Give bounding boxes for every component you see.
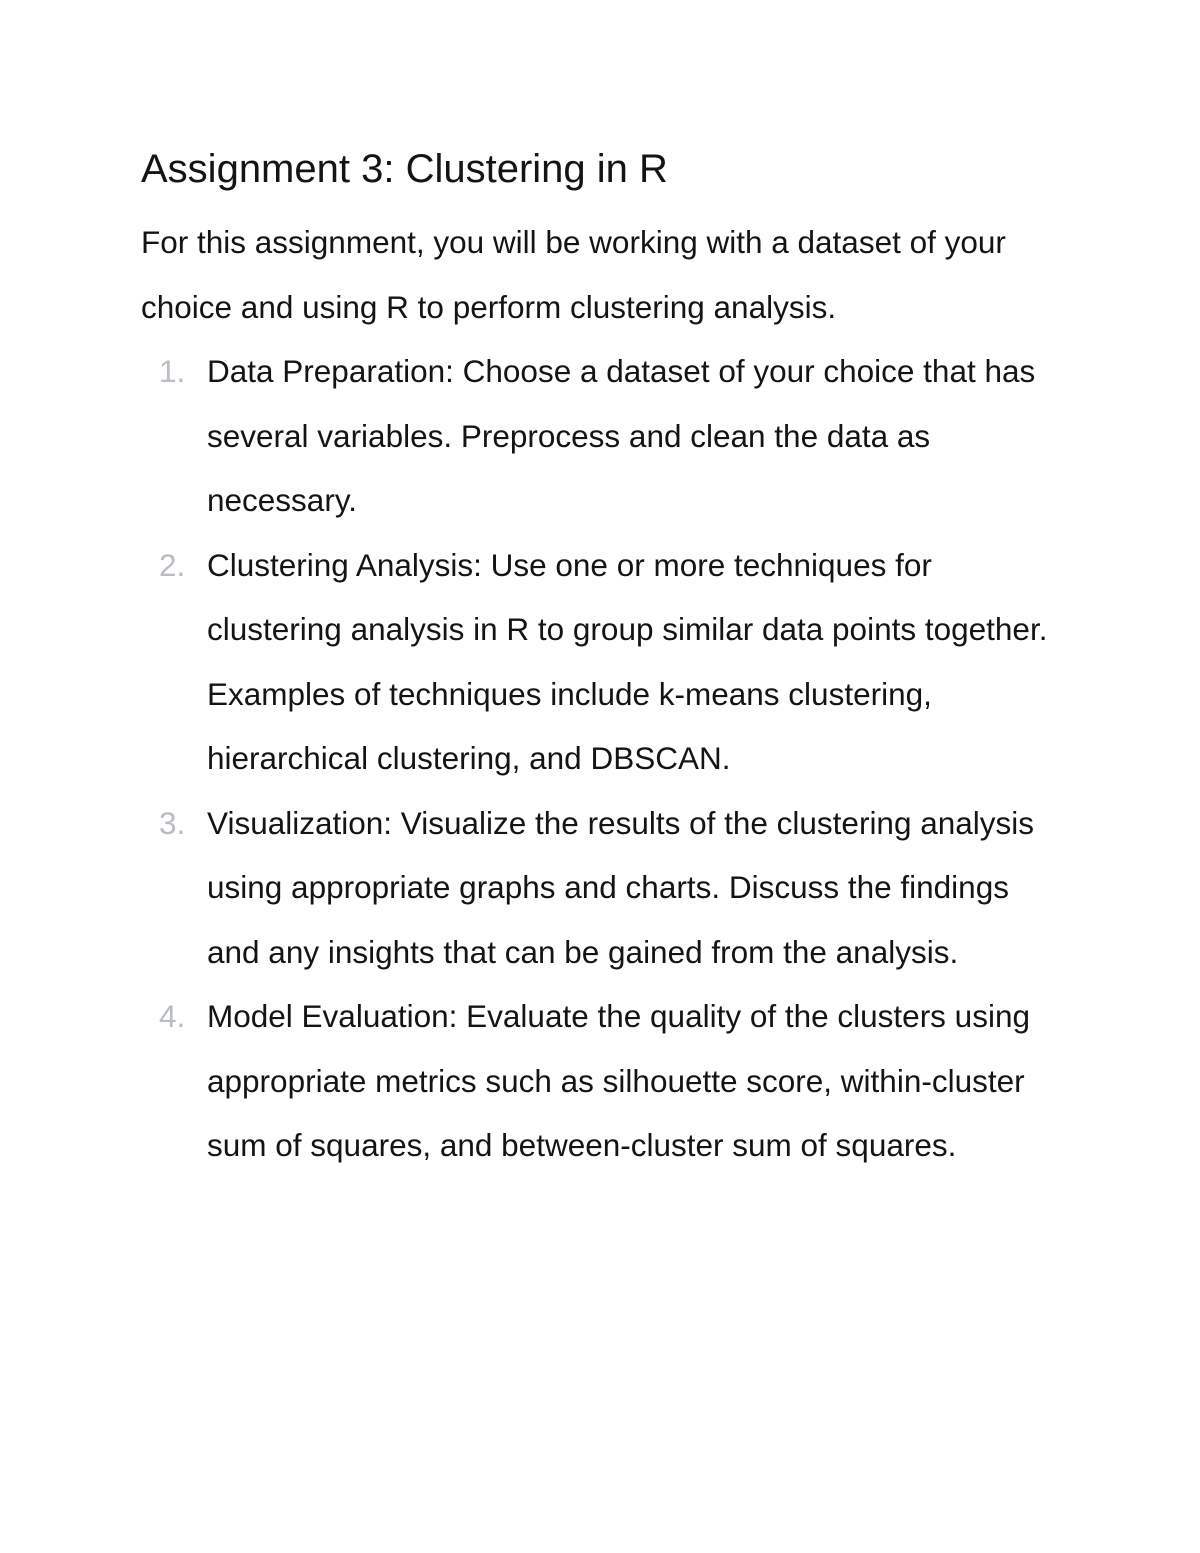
assignment-steps-list [141,339,1101,1178]
list-item [141,339,1101,533]
list-item [141,791,1101,985]
list-item-text: Model Evaluation: Evaluate the quality of the clusters using appropriate metrics such as silhouette score, within-cluster sum of squares, and between-cluster sum of squares. [207,998,1030,1163]
list-item-number: 2. [159,546,186,583]
list-item [141,984,1101,1178]
list-item-number: 1. [159,353,186,389]
page-title: Assignment 3: Clustering in R [141,147,668,191]
list-item [141,533,1101,791]
intro-paragraph: For this assignment, you will be working with a dataset of your choice and using R to perform clustering analysis. [141,224,1006,325]
list-item-number: 4. [159,998,186,1034]
list-item-text: Clustering Analysis: Use one or more techniques for clustering analysis in R to group similar data points together. Examples of techniques include k-means clustering, hierarchical clustering, and DBSCAN. [207,546,1048,776]
list-item-text: Visualization: Visualize the results of the clustering analysis using appropriate graphs and charts. Discuss the findings and any insights that can be gained from the analysis. [207,804,1035,970]
list-item-number: 3. [159,804,186,841]
list-item-text: Data Preparation: Choose a dataset of your choice that has several variables. Preprocess and clean the data as necessary. [207,353,1036,518]
